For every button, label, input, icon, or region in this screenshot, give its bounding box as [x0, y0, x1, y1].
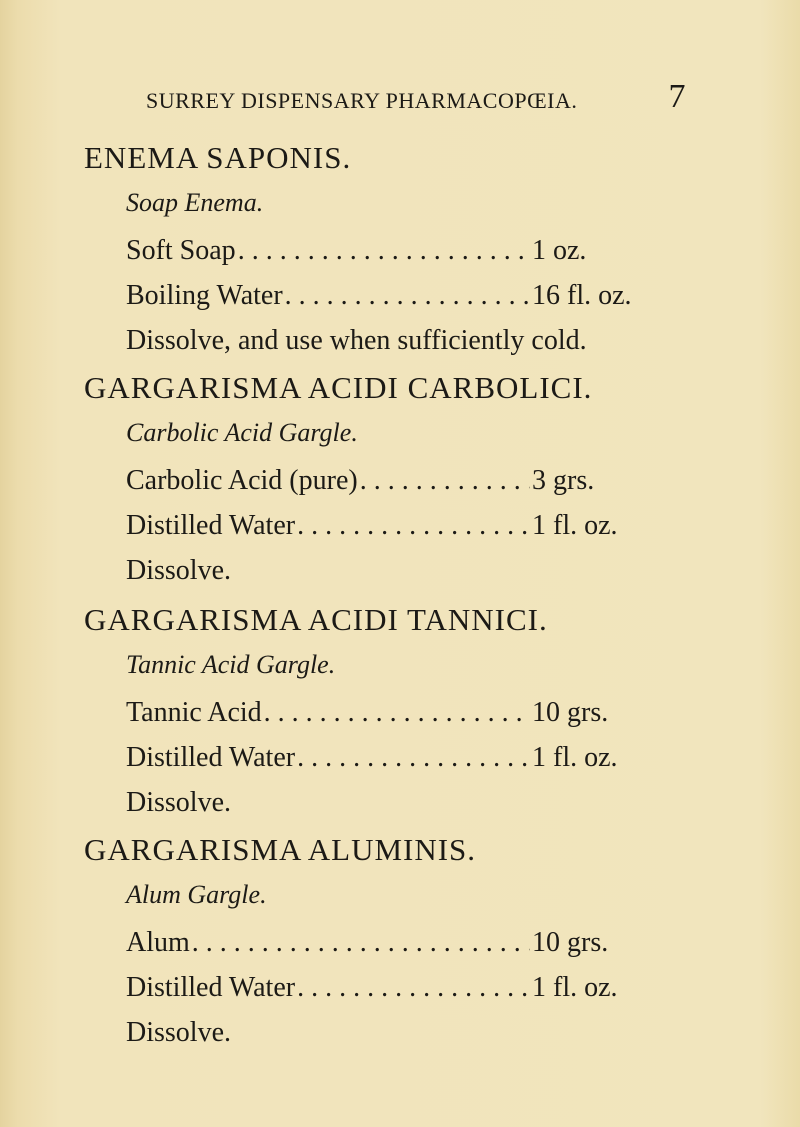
- ingredient-name: Soft Soap: [126, 235, 236, 266]
- ingredient-name: Alum: [126, 927, 190, 958]
- ingredient-name: Distilled Water: [126, 742, 296, 773]
- ingredient-quantity: 1 fl. oz.: [532, 510, 618, 541]
- dot-leader: [360, 458, 530, 503]
- running-header: [146, 78, 686, 120]
- recipe-heading: GARGARISMA ALUMINIS.: [84, 832, 477, 867]
- ingredient-quantity: 1 fl. oz.: [532, 742, 618, 773]
- ingredient-name: Carbolic Acid (pure): [126, 465, 358, 496]
- ingredient-quantity: 10 grs.: [532, 697, 609, 728]
- recipe-instruction: Dissolve.: [126, 1017, 231, 1048]
- recipe-heading: ENEMA SAPONIS.: [84, 140, 352, 175]
- recipe-enema-saponis: [84, 140, 660, 363]
- ingredient-quantity: 10 grs.: [532, 927, 609, 958]
- ingredient-quantity: 3 grs.: [532, 465, 595, 496]
- recipe-gargarisma-acidi-carbolici: [84, 370, 660, 593]
- recipe-subtitle: Alum Gargle.: [126, 880, 267, 909]
- ingredient-row: [126, 228, 660, 273]
- ingredient-name: Distilled Water: [126, 972, 296, 1003]
- ingredient-row: [126, 273, 660, 318]
- ingredient-row: [126, 965, 660, 1010]
- dot-leader: [297, 735, 530, 780]
- dot-leader: [238, 228, 530, 273]
- recipe-instruction: Dissolve.: [126, 787, 231, 818]
- ingredient-row: [126, 920, 660, 965]
- recipe-instruction: Dissolve.: [126, 555, 231, 586]
- recipe-heading: GARGARISMA ACIDI TANNICI.: [84, 602, 548, 637]
- recipe-gargarisma-aluminis: [84, 832, 660, 1055]
- recipe-gargarisma-acidi-tannici: [84, 602, 660, 825]
- dot-leader: [297, 965, 530, 1010]
- dot-leader: [264, 690, 530, 735]
- recipe-subtitle: Soap Enema.: [126, 188, 264, 217]
- recipe-subtitle: Tannic Acid Gargle.: [126, 650, 336, 679]
- ingredient-quantity: 1 fl. oz.: [532, 972, 618, 1003]
- ingredient-row: [126, 458, 660, 503]
- dot-leader: [297, 503, 530, 548]
- ingredient-name: Distilled Water: [126, 510, 296, 541]
- ingredient-row: [126, 503, 660, 548]
- recipe-instruction: Dissolve, and use when sufficiently cold.: [126, 325, 587, 356]
- ingredient-name: Tannic Acid: [126, 697, 262, 728]
- dot-leader: [285, 273, 530, 318]
- ingredient-quantity: 1 oz.: [532, 235, 587, 266]
- recipe-subtitle: Carbolic Acid Gargle.: [126, 418, 358, 447]
- header-title: SURREY DISPENSARY PHARMACOPŒIA.: [146, 88, 578, 113]
- ingredient-row: [126, 735, 660, 780]
- ingredient-row: [126, 690, 660, 735]
- recipe-heading: GARGARISMA ACIDI CARBOLICI.: [84, 370, 593, 405]
- dot-leader: [192, 920, 530, 965]
- page-number: 7: [668, 78, 686, 115]
- ingredient-quantity: 16 fl. oz.: [532, 280, 632, 311]
- ingredient-name: Boiling Water: [126, 280, 283, 311]
